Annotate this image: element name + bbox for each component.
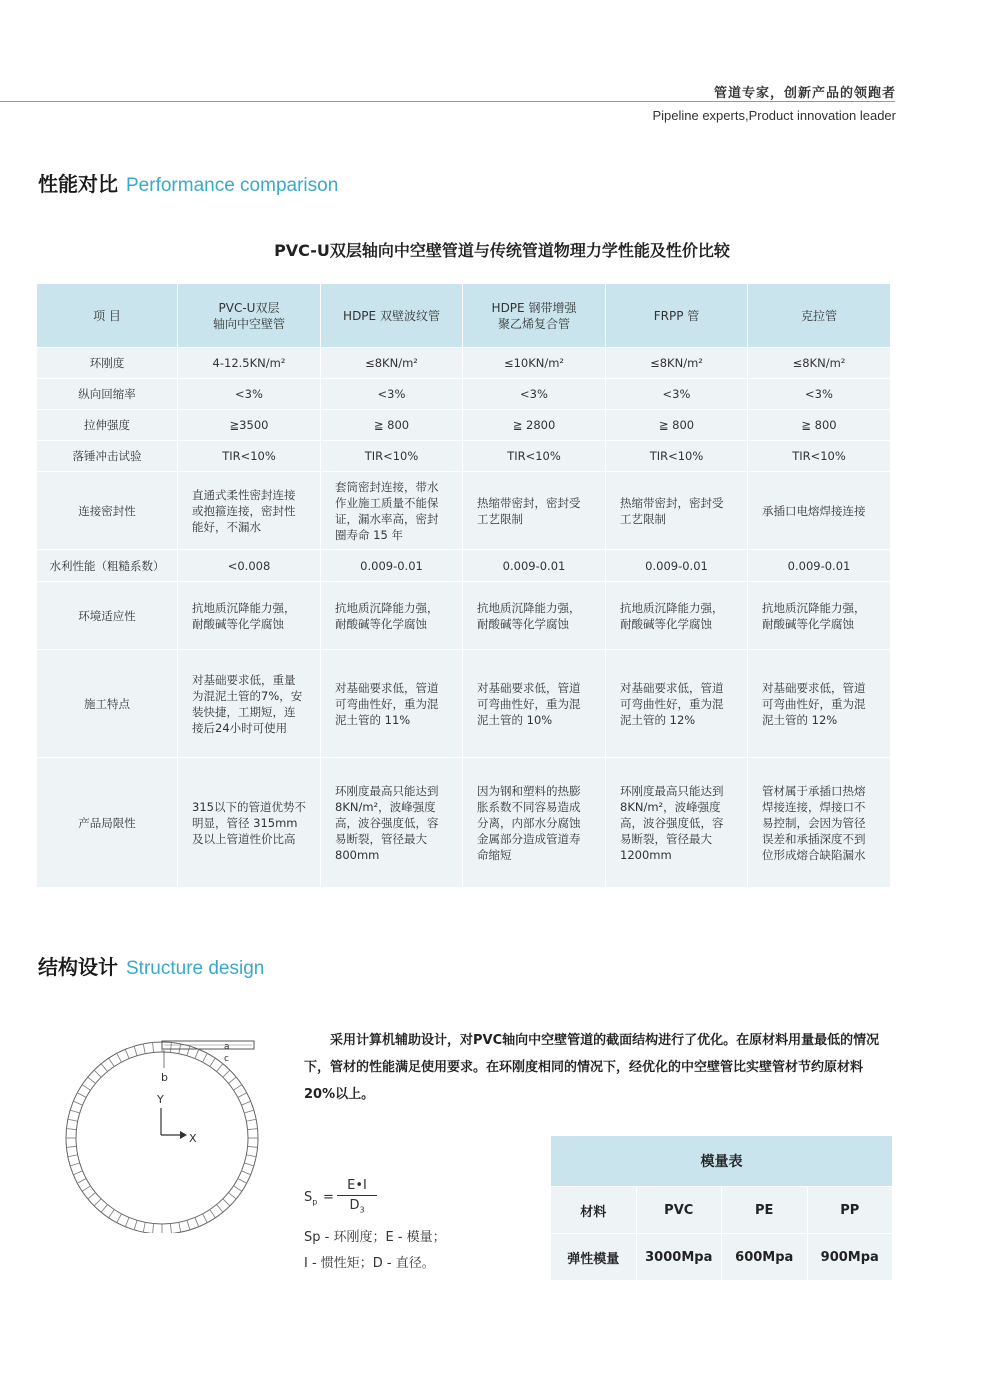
label-c: c xyxy=(224,1054,229,1064)
tagline-english: Pipeline experts,Product innovation leader xyxy=(652,108,896,123)
formula-denominator-subscript: 3 xyxy=(359,1205,365,1215)
pipe-wall-rib xyxy=(195,1049,199,1058)
row-label-cell: 产品局限性 xyxy=(37,758,178,888)
pipe-wall-rib xyxy=(77,1179,86,1184)
pipe-wall-rib xyxy=(143,1222,145,1232)
table-row xyxy=(37,441,891,472)
value-cell: 0.009-0.01 xyxy=(606,550,748,582)
modulus-table-title: 模量表 xyxy=(551,1136,893,1187)
modulus-value-cell: 900Mpa xyxy=(807,1234,893,1281)
pipe-wall-rib xyxy=(88,1077,96,1083)
pipe-wall-rib xyxy=(101,1064,107,1072)
modulus-title-row xyxy=(551,1136,893,1187)
formula-denominator xyxy=(337,1196,377,1215)
table-row xyxy=(37,472,891,550)
row-label-cell: 水利性能（粗糙系数） xyxy=(37,550,178,582)
pipe-wall-rib xyxy=(70,1110,80,1113)
modulus-header-cell: 材料 xyxy=(551,1187,637,1234)
table-title: PVC-U双层轴向中空壁管道与传统管道物理力学性能及性价比较 xyxy=(274,241,730,260)
value-cell: 抗地质沉降能力强，耐酸碱等化学腐蚀 xyxy=(178,582,321,650)
header-cell: HDPE 钢带增强 聚乙烯复合管 xyxy=(463,284,606,348)
value-cell: ≧ 800 xyxy=(748,410,891,441)
value-cell: TIR<10% xyxy=(463,441,606,472)
modulus-value-cell: 600Mpa xyxy=(722,1234,808,1281)
pipe-wall-rib xyxy=(170,1224,171,1233)
pipe-wall-rib xyxy=(134,1046,137,1056)
header-divider xyxy=(0,101,895,102)
value-cell: 抗地质沉降能力强，耐酸碱等化学腐蚀 xyxy=(606,582,748,650)
value-cell: 热缩带密封，密封受工艺限制 xyxy=(606,472,748,550)
modulus-table xyxy=(550,1135,893,1281)
pipe-wall-rib xyxy=(88,1193,96,1199)
value-cell: ≤8KN/m² xyxy=(748,348,891,379)
pipe-wall-rib xyxy=(248,1129,258,1130)
pipe-wall-rib xyxy=(94,1070,101,1077)
pipe-wall-rib xyxy=(101,1204,107,1212)
row-label-cell: 施工特点 xyxy=(37,650,178,758)
formula-legend-line1: Sp - 环刚度；E - 模量； xyxy=(304,1230,446,1245)
pipe-wall-rib xyxy=(223,1199,230,1206)
section-title-structure xyxy=(38,951,264,980)
value-cell: 对基础要求低，管道可弯曲性好，重为混泥土管的 12% xyxy=(606,650,748,758)
value-cell: 热缩带密封，密封受工艺限制 xyxy=(463,472,606,550)
value-cell: 套筒密封连接，带水作业施工质量不能保证，漏水率高，密封圈寿命 15 年 xyxy=(321,472,463,550)
pipe-wall-rib xyxy=(170,1042,171,1052)
row-label-cell: 拉伸强度 xyxy=(37,410,178,441)
pipe-wall-rib xyxy=(68,1155,78,1157)
value-cell: 对基础要求低，管道可弯曲性好，重为混泥土管的 12% xyxy=(748,650,891,758)
section-title-performance xyxy=(38,168,338,197)
pipe-wall-rib xyxy=(94,1199,101,1206)
section-title-cn: 结构设计 xyxy=(38,955,118,979)
value-cell: 0.009-0.01 xyxy=(748,550,891,582)
value-cell: 对基础要求低，管道可弯曲性好，重为混泥土管的 11% xyxy=(321,650,463,758)
pipe-wall-rib xyxy=(187,1220,190,1230)
modulus-header-row xyxy=(551,1187,893,1234)
pipe-wall-rib xyxy=(228,1193,236,1199)
value-cell: <3% xyxy=(748,379,891,410)
modulus-header-cell: PP xyxy=(807,1187,893,1234)
value-cell: TIR<10% xyxy=(606,441,748,472)
pipe-wall-rib xyxy=(73,1101,82,1105)
value-cell: 对基础要求低，重量为混泥土管的7%，安装快捷，工期短，连接后24小时可使用 xyxy=(178,650,321,758)
value-cell: <3% xyxy=(178,379,321,410)
pipe-wall-rib xyxy=(134,1220,137,1230)
modulus-header-cell: PVC xyxy=(636,1187,722,1234)
pipe-wall-rib xyxy=(203,1214,208,1223)
value-cell: 315以下的管道优势不明显，管径 315mm 及以上管道性价比高 xyxy=(178,758,321,888)
pipe-wall-rib xyxy=(241,1171,250,1175)
axis-x-label: X xyxy=(189,1132,197,1145)
pipe-wall-rib xyxy=(66,1146,76,1147)
header-cell: 项 目 xyxy=(37,284,178,348)
pipe-wall-rib xyxy=(153,1042,154,1052)
pipe-wall-rib xyxy=(228,1077,236,1083)
pipe-wall-rib xyxy=(246,1155,256,1157)
row-label-cell: 环境适应性 xyxy=(37,582,178,650)
header-cell: HDPE 双壁波纹管 xyxy=(321,284,463,348)
pipe-wall-rib xyxy=(77,1093,86,1098)
pipe-wall-rib xyxy=(153,1224,154,1233)
performance-table xyxy=(36,283,891,888)
pipe-wall-rib xyxy=(179,1222,181,1232)
value-cell: 抗地质沉降能力强，耐酸碱等化学腐蚀 xyxy=(748,582,891,650)
value-cell: ≧ 800 xyxy=(321,410,463,441)
table-row xyxy=(37,758,891,888)
pipe-wall-rib xyxy=(73,1171,82,1175)
pipe-wall-rib xyxy=(125,1049,129,1058)
value-cell: 管材属于承插口热熔焊接连接，焊接口不易控制，会因为管径误差和承插深度不到位形成熔合缺陷漏水 xyxy=(748,758,891,888)
value-cell: <3% xyxy=(463,379,606,410)
value-cell: 抗地质沉降能力强，耐酸碱等化学腐蚀 xyxy=(321,582,463,650)
pipe-wall-rib xyxy=(187,1046,190,1056)
pipe-wall-rib xyxy=(68,1119,78,1121)
row-label-cell: 纵向回缩率 xyxy=(37,379,178,410)
value-cell: 抗地质沉降能力强，耐酸碱等化学腐蚀 xyxy=(463,582,606,650)
value-cell: ≤8KN/m² xyxy=(606,348,748,379)
formula-denominator-symbol: D xyxy=(349,1198,360,1213)
modulus-header-cell: PE xyxy=(722,1187,808,1234)
pipe-wall-rib xyxy=(203,1053,208,1062)
pipe-cross-section-diagram xyxy=(52,1038,272,1233)
formula-symbol: S xyxy=(304,1190,313,1205)
pipe-wall-rib xyxy=(109,1210,115,1218)
pipe-wall-rib xyxy=(244,1110,254,1113)
pipe-wall-rib xyxy=(66,1129,76,1130)
formula-numerator: E•I xyxy=(337,1178,377,1196)
header-cell: 克拉管 xyxy=(748,284,891,348)
value-cell: 直通式柔性密封连接或抱箍连接，密封性能好，不漏水 xyxy=(178,472,321,550)
pipe-wall-rib xyxy=(234,1186,242,1192)
label-b: b xyxy=(161,1071,168,1084)
value-cell: TIR<10% xyxy=(748,441,891,472)
table-row xyxy=(37,348,891,379)
structure-description: 采用计算机辅助设计，对PVC轴向中空壁管道的截面结构进行了优化。在原材料用量最低的情况下，管材的性能满足使用要求。在环刚度相同的情况下，经优化的中空壁管比实壁管材节约原材料 20%以上。 xyxy=(304,1033,880,1102)
value-cell: 0.009-0.01 xyxy=(321,550,463,582)
pipe-wall-rib xyxy=(246,1119,256,1121)
modulus-value-cell: 3000Mpa xyxy=(636,1234,722,1281)
header-cell: FRPP 管 xyxy=(606,284,748,348)
pipe-wall-rib xyxy=(109,1058,115,1066)
section-title-cn: 性能对比 xyxy=(38,172,118,196)
pipe-wall-rib xyxy=(223,1070,230,1077)
header-cell: PVC-U双层 轴向中空壁管 xyxy=(178,284,321,348)
value-cell: 4-12.5KN/m² xyxy=(178,348,321,379)
pipe-wall-rib xyxy=(125,1217,129,1226)
pipe-wall-rib xyxy=(217,1204,223,1212)
formula-legend-line2: I - 惯性矩；D - 直径。 xyxy=(304,1256,435,1271)
table-row xyxy=(37,379,891,410)
value-cell: ≧ 2800 xyxy=(463,410,606,441)
pipe-wall-rib xyxy=(234,1085,242,1091)
table-row xyxy=(37,582,891,650)
formula-subscript: p xyxy=(312,1197,318,1207)
axis-x-arrow xyxy=(180,1131,187,1139)
formula-equals: = xyxy=(323,1190,334,1205)
modulus-value-row xyxy=(551,1234,893,1281)
modulus-value-cell: 弹性模量 xyxy=(551,1234,637,1281)
value-cell: TIR<10% xyxy=(321,441,463,472)
value-cell: 因为钢和塑料的热膨胀系数不同容易造成分离，内部水分腐蚀金属部分造成管道寿命缩短 xyxy=(463,758,606,888)
formula-fraction xyxy=(337,1178,377,1215)
pipe-wall-rib xyxy=(241,1101,250,1105)
pipe-wall-rib xyxy=(248,1146,258,1147)
table-header-row xyxy=(37,284,891,348)
table-row xyxy=(37,650,891,758)
value-cell: 承插口电熔焊接连接 xyxy=(748,472,891,550)
value-cell: ≤8KN/m² xyxy=(321,348,463,379)
row-label-cell: 环刚度 xyxy=(37,348,178,379)
axis-y-label: Y xyxy=(157,1093,164,1106)
value-cell: 环刚度最高只能达到 8KN/m²，波峰强度高，波谷强度低，容易断裂，管径最大 800mm xyxy=(321,758,463,888)
pipe-wall-rib xyxy=(82,1085,90,1091)
section-title-en: Structure design xyxy=(126,958,265,979)
pipe-wall-rib xyxy=(238,1093,247,1098)
value-cell: ≧3500 xyxy=(178,410,321,441)
pipe-wall-rib xyxy=(238,1179,247,1184)
value-cell: <3% xyxy=(321,379,463,410)
value-cell: <0.008 xyxy=(178,550,321,582)
pipe-wall-rib xyxy=(210,1058,216,1066)
value-cell: 0.009-0.01 xyxy=(463,550,606,582)
label-a: a xyxy=(224,1042,230,1052)
table-row xyxy=(37,410,891,441)
row-label-cell: 连接密封性 xyxy=(37,472,178,550)
value-cell: <3% xyxy=(606,379,748,410)
row-label-cell: 落锤冲击试验 xyxy=(37,441,178,472)
pipe-wall-rib xyxy=(70,1163,80,1166)
value-cell: ≧ 800 xyxy=(606,410,748,441)
tagline-chinese: 管道专家，创新产品的领跑者 xyxy=(713,86,896,101)
value-cell: TIR<10% xyxy=(178,441,321,472)
formula-lhs xyxy=(304,1190,317,1207)
pipe-wall-rib xyxy=(244,1163,254,1166)
section-title-en: Performance comparison xyxy=(126,175,339,196)
pipe-wall-rib xyxy=(210,1210,216,1218)
pipe-wall-rib xyxy=(195,1217,199,1226)
value-cell: ≤10KN/m² xyxy=(463,348,606,379)
pipe-wall-rib xyxy=(117,1053,122,1062)
value-cell: 环刚度最高只能达到 8KN/m²，波峰强度高，波谷强度低，容易断裂，管径最大 1200mm xyxy=(606,758,748,888)
pipe-wall-rib xyxy=(143,1044,145,1054)
pipe-wall-rib xyxy=(117,1214,122,1223)
pipe-wall-rib xyxy=(82,1186,90,1192)
table-row xyxy=(37,550,891,582)
pipe-wall-rib xyxy=(217,1064,223,1072)
value-cell: 对基础要求低，管道可弯曲性好，重为混泥土管的 10% xyxy=(463,650,606,758)
